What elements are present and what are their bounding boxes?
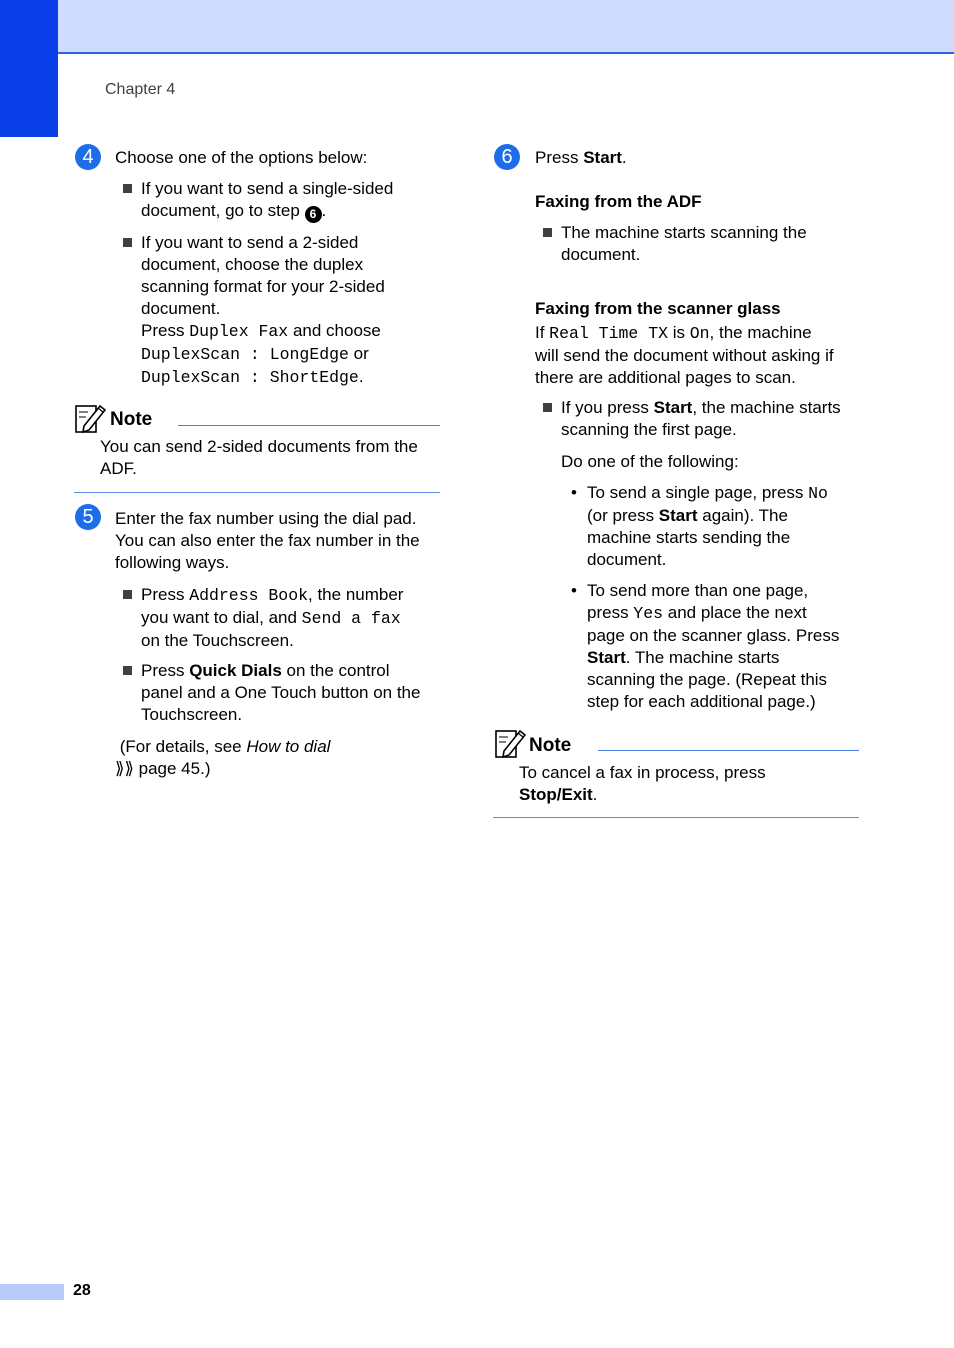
header-band [0,0,954,54]
note-title: Note [110,409,153,430]
step-5-option-quick-dials: Press Quick Dials on the control panel and a One Touch button on the Touchscreen. [141,661,421,724]
note-text: To cancel a fax in process, press Stop/Exit. [519,763,766,804]
bullet-square [123,590,132,599]
step-5-badge: 5 [75,504,101,530]
glass-do-one: Do one of the following: [561,452,739,471]
step-4-badge: 4 [75,144,101,170]
step-4-option-single: If you want to send a single-sided document, go to step 6 . [141,179,394,221]
address-book-key: Address Book [189,586,309,605]
glass-intro: If Real Time TX is On, the machine will send the document without asking if there are additional pages to scan. [535,323,834,387]
step-6-text: Press Start. [535,148,627,167]
step-4-intro: Choose one of the options below: [115,148,368,167]
step-4-option-duplex: If you want to send a 2-sided document, choose the duplex scanning format for your 2-sided document. Press Duplex Fax and choose DuplexScan : LongEdge or DuplexScan : ShortEdge. [141,233,385,387]
chapter-tab [0,0,58,137]
bullet-dot: • [571,483,577,502]
real-time-tx-setting: Real Time TX [549,324,668,343]
step-5-option-address-book: Press Address Book, the number you want to dial, and Send a fax on the Touchscreen. [141,585,404,650]
note-bottom-rule [74,492,440,493]
duplex-longedge-option: DuplexScan : LongEdge [141,345,349,364]
glass-multiple-pages: To send more than one page, press Yes and place the next page on the scanner glass. Press Start. The machine starts scanning the page. (Repeat this step for each additional page.) [587,581,840,711]
note-text: You can send 2-sided documents from the ADF. [100,437,418,478]
step-5-details: (For details, see How to dial ⟫⟫ page 45.) [115,737,331,778]
send-a-fax-key: Send a fax [301,609,401,628]
note-pencil-icon [74,402,106,434]
note-pencil-icon [494,727,526,759]
bullet-square [543,228,552,237]
bullet-square [123,184,132,193]
adf-heading: Faxing from the ADF [535,192,702,211]
glass-single-page: To send a single page, press No (or press Start again). The machine starts sending the document. [587,483,828,569]
bullet-square [123,238,132,247]
duplex-fax-key: Duplex Fax [189,322,289,341]
step-5-text: Enter the fax number using the dial pad. You can also enter the fax number in the following ways. [115,509,420,572]
bullet-dot: • [571,581,577,600]
page-ref-arrow-icon: ⟫⟫ [115,759,134,778]
step-ref-icon: 6 [305,206,322,223]
glass-heading: Faxing from the scanner glass [535,299,781,318]
on-value: On [689,324,710,343]
glass-press-start: If you press Start, the machine starts scanning the first page. [561,398,841,439]
note-title: Note [529,735,572,756]
chapter-label: Chapter 4 [105,81,176,98]
adf-text: The machine starts scanning the document. [561,223,807,264]
page-number-bar [0,1284,64,1300]
duplex-shortedge-option: DuplexScan : ShortEdge [141,368,359,387]
no-key: No [808,484,828,503]
note-bottom-rule [493,817,859,818]
step-6-badge: 6 [494,144,520,170]
page-number: 28 [73,1282,91,1299]
bullet-square [543,403,552,412]
yes-key: Yes [633,604,664,623]
note-rule [178,425,440,426]
note-rule [598,750,859,751]
bullet-square [123,666,132,675]
